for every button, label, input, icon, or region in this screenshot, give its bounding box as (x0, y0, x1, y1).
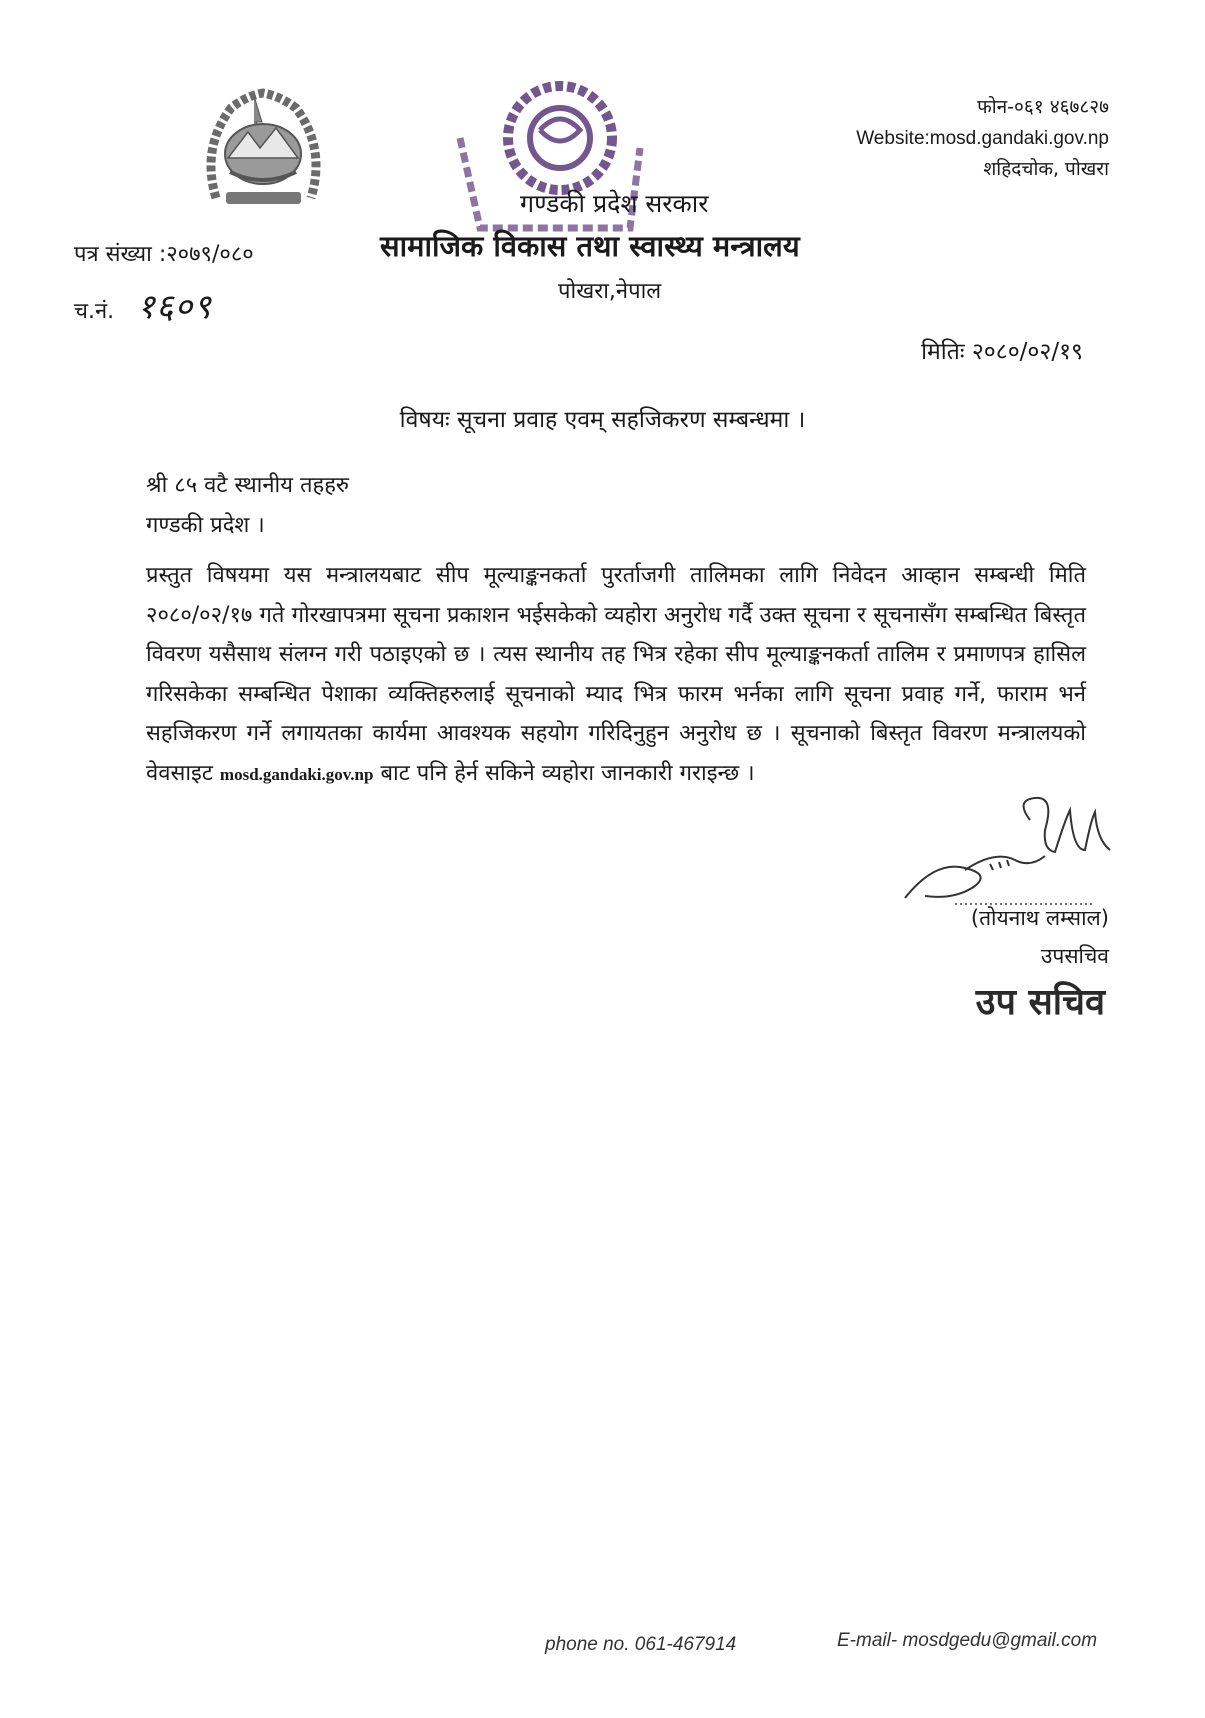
recipient-block (146, 466, 349, 546)
letter-date: मितिः २०८०/०२/१९ (921, 339, 1083, 365)
signatory-designation: उपसचिव (1040, 944, 1109, 968)
designation-stamp: उप सचिव (975, 982, 1105, 1023)
contact-phone: फोन-०६१ ४६७८२७ (977, 96, 1109, 118)
recipient-line-1: श्री ८५ वटै स्थानीय तहहरु (146, 473, 350, 498)
contact-address: शहिदचोक, पोखरा (983, 158, 1109, 180)
contact-block (856, 92, 1109, 185)
dispatch-label: च.नं. (74, 299, 115, 324)
recipient-line-2: गण्डकी प्रदेश । (146, 513, 265, 538)
footer-email: E-mail- mosdgedu@gmail.com (837, 1630, 1098, 1651)
signatory-name: (तोयनाथ लम्साल) (970, 906, 1109, 930)
body-text-part-2: बाट पनि हेर्न सकिने व्यहोरा जानकारी गराइन्छ । (373, 760, 755, 786)
letter-body (146, 556, 1086, 794)
body-text-part-1: प्रस्तुत विषयमा यस मन्त्रालयबाट सीप मूल्याङ्कनकर्ता पुरर्ताजगी तालिमका लागि निवेदन आव्हान सम्बन्धी मिति २०८०/०२/१७ गते गोरखापत्रमा सूचना प्रकाशन भईसकेको व्यहोरा अनुरोध गर्दै उक्त सूचना र सूचनासँग सम्बन्धित बिस्तृत विवरण यसैसाथ संलग्न गरी पठाइएको छ । त्यस स्थानीय तह भित्र रहेका सीप मूल्याङ्कनकर्ता तालिम र प्रमाणपत्र हासिल गरिसकेका सम्बन्धित पेशाका व्यक्तिहरुलाई सूचनाको म्याद भित्र फारम भर्नका लागि सूचना प्रवाह गर्ने, फाराम भर्न सहजिकरण गर्ने लगायतका कार्यमा आवश्यक सहयोग गरिदिनुहुन अनुरोध छ । सूचनाको बिस्तृत विवरण मन्त्रालयको वेवसाइट (146, 563, 1086, 786)
dispatch-number-handwritten: १६०९ (137, 287, 212, 327)
ministry-city: पोखरा,नेपाल (558, 279, 662, 304)
body-website-link: mosd.gandaki.gov.np (219, 764, 374, 784)
ministry-name: सामाजिक विकास तथा स्वास्थ्य मन्त्रालय (380, 229, 800, 263)
contact-website: Website:mosd.gandaki.gov.np (856, 128, 1109, 149)
dispatch-number (74, 282, 212, 328)
signature-icon (895, 790, 1125, 920)
government-name: गण्डकी प्रदेश सरकार (520, 189, 709, 218)
letter-subject: विषयः सूचना प्रवाह एवम् सहजिकरण सम्बन्धमा । (399, 407, 806, 433)
letter-number: पत्र संख्या :२०७९/०८० (74, 242, 254, 267)
nepal-emblem-icon (196, 88, 331, 218)
footer-phone: phone no. 061-467914 (545, 1634, 737, 1655)
